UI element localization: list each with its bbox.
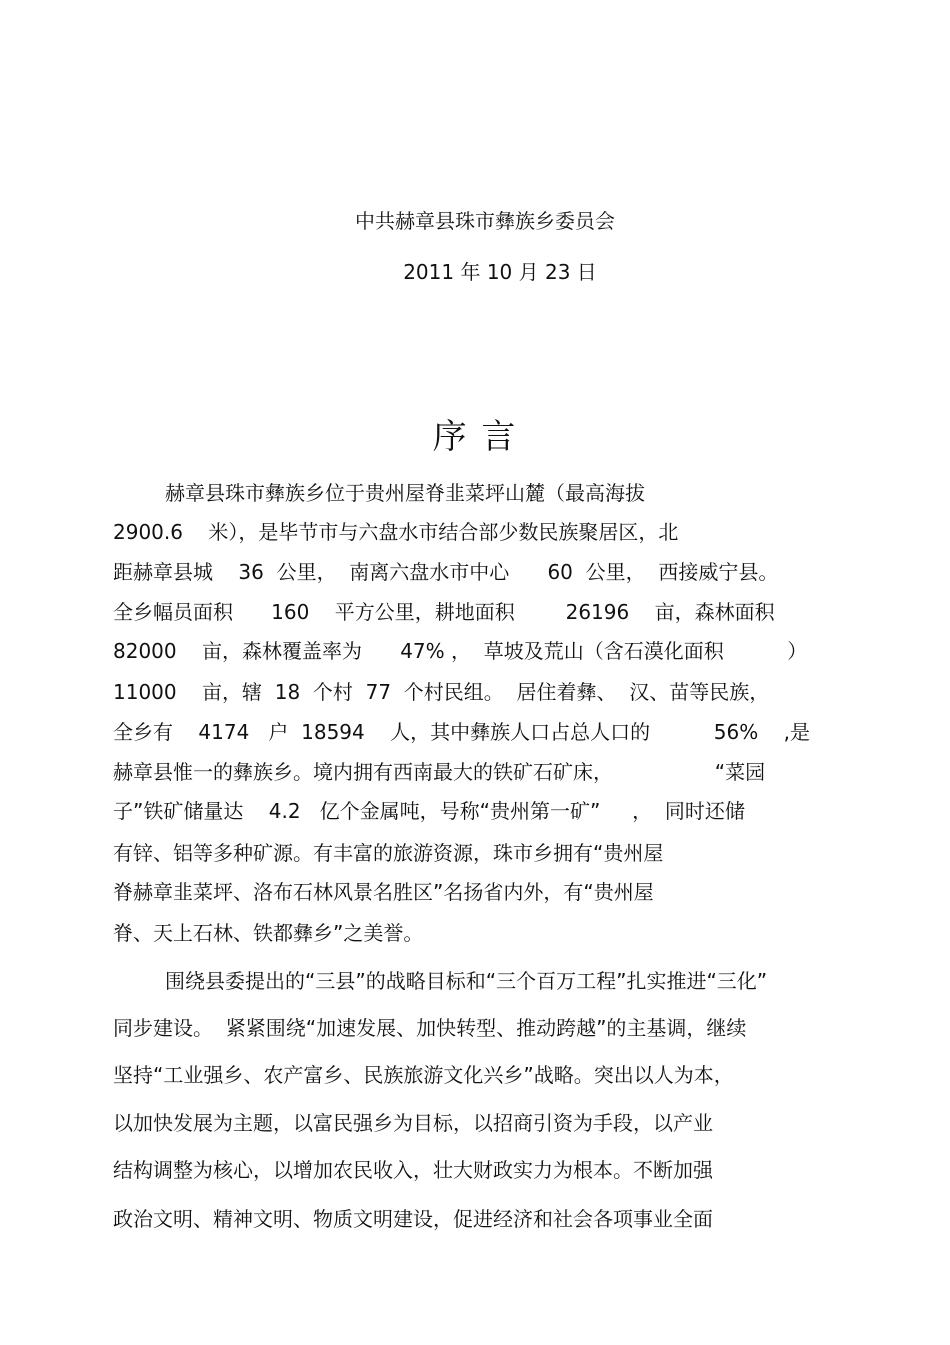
- paragraph-1-line-4: 全乡幅员面积 160 平方公里，耕地面积 26196 亩，森林面积: [113, 600, 775, 624]
- paragraph-2-line-6: 政治文明、精神文明、物质文明建设，促进经济和社会各项事业全面: [113, 1207, 713, 1231]
- paragraph-1-line-7: 全乡有 4174 户 18594 人，其中彝族人口占总人口的 56% ,是: [113, 720, 810, 744]
- paragraph-1-line-10: 有锌、铝等多种矿源。有丰富的旅游资源，珠市乡拥有“贵州屋: [113, 841, 664, 865]
- paragraph-1-line-2: 2900.6 米），是毕节市与六盘水市结合部少数民族聚居区，北: [113, 520, 679, 544]
- document-date: 2011 年 10 月 23 日: [403, 260, 597, 284]
- paragraph-1-line-9: 子”铁矿储量达 4.2 亿个金属吨，号称“贵州第一矿” ， 同时还储: [113, 799, 745, 823]
- paragraph-2-line-1: 围绕县委提出的“三县”的战略目标和“三个百万工程”扎实推进“三化”: [165, 969, 768, 993]
- paragraph-2-line-5: 结构调整为核心，以增加农民收入，壮大财政实力为根本。不断加强: [113, 1158, 713, 1182]
- paragraph-2-line-4: 以加快发展为主题，以富民强乡为目标，以招商引资为手段，以产业: [113, 1111, 713, 1135]
- paragraph-1-line-1: 赫章县珠市彝族乡位于贵州屋脊韭菜坪山麓（最高海拔: [165, 481, 645, 505]
- paragraph-1-line-5: 82000 亩，森林覆盖率为 47% ， 草坡及荒山（含石漠化面积 ）: [113, 639, 808, 663]
- paragraph-1-line-6: 11000 亩，辖 18 个村 77 个村民组。 居住着彝、 汉、苗等民族，: [113, 680, 770, 704]
- paragraph-1-line-8: 赫章县惟一的彝族乡。境内拥有西南最大的铁矿石矿床， “菜园: [113, 760, 766, 784]
- paragraph-1-line-11: 脊赫章韭菜坪、洛布石林风景名胜区”名扬省内外，有“贵州屋: [113, 880, 654, 904]
- paragraph-2-line-2: 同步建设。 紧紧围绕“加速发展、加快转型、推动跨越”的主基调，继续: [113, 1016, 747, 1040]
- organization-name: 中共赫章县珠市彝族乡委员会: [355, 209, 615, 233]
- section-title: 序 言: [432, 417, 518, 457]
- paragraph-1-line-3: 距赫章县城 36 公里， 南离六盘水市中心 60 公里， 西接威宁县。: [113, 560, 779, 584]
- paragraph-1-line-12: 脊、天上石林、铁都彝乡”之美誉。: [113, 921, 424, 945]
- paragraph-2-line-3: 坚持“工业强乡、农产富乡、民族旅游文化兴乡”战略。突出以人为本，: [113, 1063, 734, 1087]
